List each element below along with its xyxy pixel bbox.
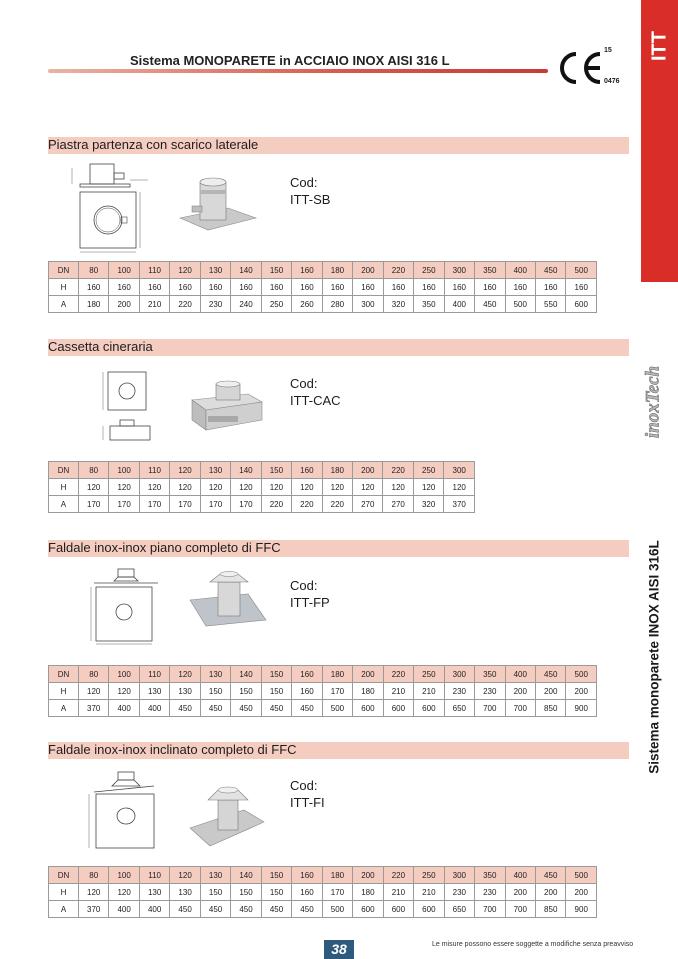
table-cell: 130 [139,884,169,901]
table-cell: 110 [139,867,169,884]
table-cell: 120 [353,479,383,496]
table-cell: 110 [139,462,169,479]
table-cell: 170 [322,884,352,901]
table-cell: 250 [414,867,444,884]
table-cell: 500 [322,700,352,717]
table-cell: 200 [505,683,535,700]
table-cell: 150 [231,884,261,901]
table-cell: 600 [383,700,413,717]
row-label: DN [49,262,79,279]
spec-table [48,866,597,918]
product-code: ITT-SB [290,192,331,207]
technical-drawing [88,567,160,645]
table-cell: 900 [566,700,597,717]
table-row-h [49,884,597,901]
spec-table [48,261,597,313]
table-cell: 150 [261,666,291,683]
table-cell: 170 [139,496,169,513]
row-label: DN [49,462,79,479]
table-cell: 450 [292,901,322,918]
table-cell: 350 [414,296,444,313]
ce-mark-logo [556,48,606,88]
table-cell: 450 [170,901,200,918]
table-cell: 400 [505,666,535,683]
table-cell: 160 [475,279,505,296]
table-cell: 160 [292,262,322,279]
product-code-block [290,577,330,611]
table-cell: 500 [566,262,597,279]
table-cell: 600 [353,901,383,918]
table-cell: 140 [231,867,261,884]
table-cell: 450 [536,262,566,279]
technical-drawing [84,770,160,852]
table-cell: 450 [292,700,322,717]
table-cell: 850 [536,700,566,717]
table-cell: 160 [139,279,169,296]
table-cell: 270 [383,496,413,513]
table-cell: 110 [139,262,169,279]
product-code-block [290,174,330,208]
table-cell: 500 [566,867,597,884]
table-cell: 250 [414,262,444,279]
table-cell: 450 [231,700,261,717]
table-cell: 160 [536,279,566,296]
table-cell: 180 [322,462,352,479]
product-code-block [290,375,341,409]
table-cell: 650 [444,700,474,717]
brand-logo [640,358,668,446]
table-cell: 300 [444,666,474,683]
row-label: H [49,479,79,496]
table-cell: 150 [261,262,291,279]
table-cell: 130 [200,867,230,884]
section-title: Piastra partenza con scarico laterale [48,137,259,152]
table-cell: 450 [475,296,505,313]
table-cell: 160 [109,279,139,296]
table-cell: 300 [444,867,474,884]
table-row-a [49,296,597,313]
table-cell: 260 [292,296,322,313]
table-cell: 100 [109,867,139,884]
table-cell: 180 [353,683,383,700]
table-cell: 450 [261,700,291,717]
spec-table [48,461,475,513]
table-cell: 320 [383,296,413,313]
table-cell: 170 [170,496,200,513]
table-cell: 80 [78,462,108,479]
table-cell: 220 [383,262,413,279]
product-code: ITT-FI [290,795,325,810]
row-label: DN [49,666,79,683]
table-cell: 400 [109,901,139,918]
section-title: Faldale inox-inox piano completo di FFC [48,540,281,555]
svg-text:inoxTech: inoxTech [642,365,664,439]
table-cell: 180 [322,666,352,683]
table-cell: 650 [444,901,474,918]
row-label: A [49,901,79,918]
table-row-a [49,700,597,717]
table-row-dn [49,867,597,884]
table-cell: 120 [109,479,139,496]
table-cell: 200 [505,884,535,901]
product-code: ITT-CAC [290,393,341,408]
table-cell: 160 [414,279,444,296]
table-cell: 450 [200,901,230,918]
section-title: Cassetta cineraria [48,339,153,354]
row-label: A [49,700,79,717]
table-cell: 100 [109,666,139,683]
table-cell: 250 [261,296,291,313]
table-cell: 170 [78,496,108,513]
table-cell: 220 [383,867,413,884]
svg-text:ITT: ITT [648,31,671,61]
row-label: H [49,279,79,296]
table-cell: 600 [353,700,383,717]
table-cell: 700 [505,700,535,717]
table-row-dn [49,262,597,279]
table-cell: 160 [444,279,474,296]
table-cell: 180 [322,867,352,884]
table-cell: 110 [139,666,169,683]
table-cell: 150 [261,683,291,700]
table-cell: 230 [200,296,230,313]
product-photo [188,782,266,848]
row-label: DN [49,867,79,884]
table-cell: 210 [383,884,413,901]
table-cell: 220 [170,296,200,313]
table-cell: 130 [170,683,200,700]
table-cell: 600 [414,700,444,717]
title-underline [48,69,548,73]
table-cell: 130 [139,683,169,700]
table-cell: 370 [78,700,108,717]
table-cell: 130 [200,462,230,479]
table-cell: 170 [109,496,139,513]
table-cell: 170 [231,496,261,513]
cod-label: Cod: [290,376,318,391]
table-cell: 700 [475,901,505,918]
table-cell: 600 [566,296,597,313]
table-cell: 170 [200,496,230,513]
table-cell: 120 [261,479,291,496]
table-cell: 130 [200,262,230,279]
table-cell: 220 [383,462,413,479]
table-cell: 160 [292,884,322,901]
table-cell: 210 [414,884,444,901]
table-cell: 120 [231,479,261,496]
table-cell: 120 [139,479,169,496]
table-cell: 150 [231,683,261,700]
table-cell: 700 [505,901,535,918]
table-cell: 120 [170,462,200,479]
table-cell: 120 [383,479,413,496]
table-cell: 450 [536,867,566,884]
table-cell: 200 [109,296,139,313]
row-label: H [49,683,79,700]
table-cell: 150 [200,683,230,700]
product-photo [178,176,258,232]
side-vertical-label [640,537,670,777]
table-cell: 120 [170,262,200,279]
table-cell: 450 [231,901,261,918]
section-title: Faldale inox-inox inclinato completo di FFC [48,742,297,757]
table-cell: 120 [292,479,322,496]
table-cell: 220 [261,496,291,513]
page-number: 38 [324,940,354,959]
row-label: A [49,496,79,513]
table-cell: 140 [231,462,261,479]
table-cell: 200 [566,683,597,700]
table-cell: 400 [139,901,169,918]
footer-note: Le misure possono essere soggette a modifiche senza preavviso [432,941,634,948]
table-cell: 80 [78,666,108,683]
cod-label: Cod: [290,175,318,190]
svg-text:Sistema monoparete INOX AISI 3: Sistema monoparete INOX AISI 316L [646,540,662,774]
table-cell: 200 [353,867,383,884]
table-row-h [49,683,597,700]
table-cell: 80 [78,262,108,279]
table-cell: 300 [444,462,475,479]
table-cell: 200 [353,666,383,683]
table-cell: 230 [444,884,474,901]
table-cell: 250 [413,462,443,479]
table-cell: 280 [322,296,352,313]
row-label: A [49,296,79,313]
table-cell: 80 [78,867,108,884]
table-cell: 350 [475,262,505,279]
table-cell: 180 [353,884,383,901]
product-photo [188,380,264,436]
table-cell: 400 [505,262,535,279]
table-cell: 500 [566,666,597,683]
table-cell: 120 [413,479,443,496]
table-cell: 120 [78,479,108,496]
table-cell: 210 [139,296,169,313]
table-cell: 900 [566,901,597,918]
table-cell: 210 [383,683,413,700]
table-cell: 320 [413,496,443,513]
table-cell: 250 [414,666,444,683]
table-row-h [49,279,597,296]
table-cell: 210 [414,683,444,700]
product-photo [188,570,268,628]
product-code: ITT-FP [290,595,330,610]
table-cell: 450 [200,700,230,717]
table-cell: 220 [383,666,413,683]
table-cell: 100 [109,462,139,479]
table-cell: 300 [353,296,383,313]
table-cell: 120 [444,479,475,496]
technical-drawing [100,370,152,444]
table-cell: 120 [170,666,200,683]
table-cell: 200 [566,884,597,901]
side-tab-label [647,16,673,76]
table-cell: 400 [505,867,535,884]
table-cell: 160 [322,279,352,296]
table-cell: 230 [475,884,505,901]
table-cell: 850 [536,901,566,918]
table-cell: 130 [170,884,200,901]
table-cell: 160 [292,683,322,700]
table-cell: 550 [536,296,566,313]
table-row-a [49,901,597,918]
table-cell: 160 [383,279,413,296]
table-cell: 160 [505,279,535,296]
spec-table [48,665,597,717]
table-cell: 160 [292,462,322,479]
table-cell: 600 [414,901,444,918]
table-cell: 400 [444,296,474,313]
table-cell: 160 [292,867,322,884]
table-cell: 400 [139,700,169,717]
table-cell: 400 [109,700,139,717]
table-cell: 160 [261,279,291,296]
table-cell: 130 [200,666,230,683]
cod-label: Cod: [290,578,318,593]
table-cell: 200 [353,462,383,479]
table-row-dn [49,666,597,683]
table-cell: 160 [78,279,108,296]
table-cell: 180 [322,262,352,279]
table-cell: 160 [566,279,597,296]
table-cell: 500 [322,901,352,918]
table-cell: 160 [292,279,322,296]
table-cell: 120 [78,884,108,901]
table-cell: 220 [322,496,352,513]
table-cell: 450 [261,901,291,918]
table-cell: 120 [170,479,200,496]
cod-label: Cod: [290,778,318,793]
table-cell: 140 [231,666,261,683]
table-cell: 350 [475,666,505,683]
table-cell: 170 [322,683,352,700]
table-cell: 120 [170,867,200,884]
table-cell: 300 [444,262,474,279]
table-cell: 140 [231,262,261,279]
table-cell: 100 [109,262,139,279]
table-cell: 150 [261,462,291,479]
page-title: Sistema MONOPARETE in ACCIAIO INOX AISI 316 L [130,53,450,68]
table-cell: 120 [109,884,139,901]
table-cell: 700 [475,700,505,717]
table-cell: 350 [475,867,505,884]
product-code-block [290,777,325,811]
ce-year: 15 [604,47,612,54]
table-row-a [49,496,475,513]
table-cell: 230 [475,683,505,700]
table-cell: 150 [261,867,291,884]
table-cell: 220 [292,496,322,513]
table-cell: 240 [231,296,261,313]
table-cell: 450 [536,666,566,683]
table-cell: 370 [78,901,108,918]
table-cell: 200 [353,262,383,279]
table-cell: 270 [353,496,383,513]
table-cell: 150 [200,884,230,901]
table-cell: 370 [444,496,475,513]
table-cell: 150 [261,884,291,901]
table-cell: 230 [444,683,474,700]
table-cell: 600 [383,901,413,918]
table-cell: 500 [505,296,535,313]
table-cell: 160 [200,279,230,296]
ce-number: 0476 [604,78,620,85]
table-cell: 160 [231,279,261,296]
table-row-dn [49,462,475,479]
table-cell: 200 [536,683,566,700]
table-cell: 160 [353,279,383,296]
table-row-h [49,479,475,496]
row-label: H [49,884,79,901]
table-cell: 120 [200,479,230,496]
table-cell: 180 [78,296,108,313]
table-cell: 160 [170,279,200,296]
table-cell: 120 [109,683,139,700]
table-cell: 200 [536,884,566,901]
table-cell: 160 [292,666,322,683]
table-cell: 120 [78,683,108,700]
table-cell: 120 [322,479,352,496]
technical-drawing [68,158,150,254]
table-cell: 450 [170,700,200,717]
